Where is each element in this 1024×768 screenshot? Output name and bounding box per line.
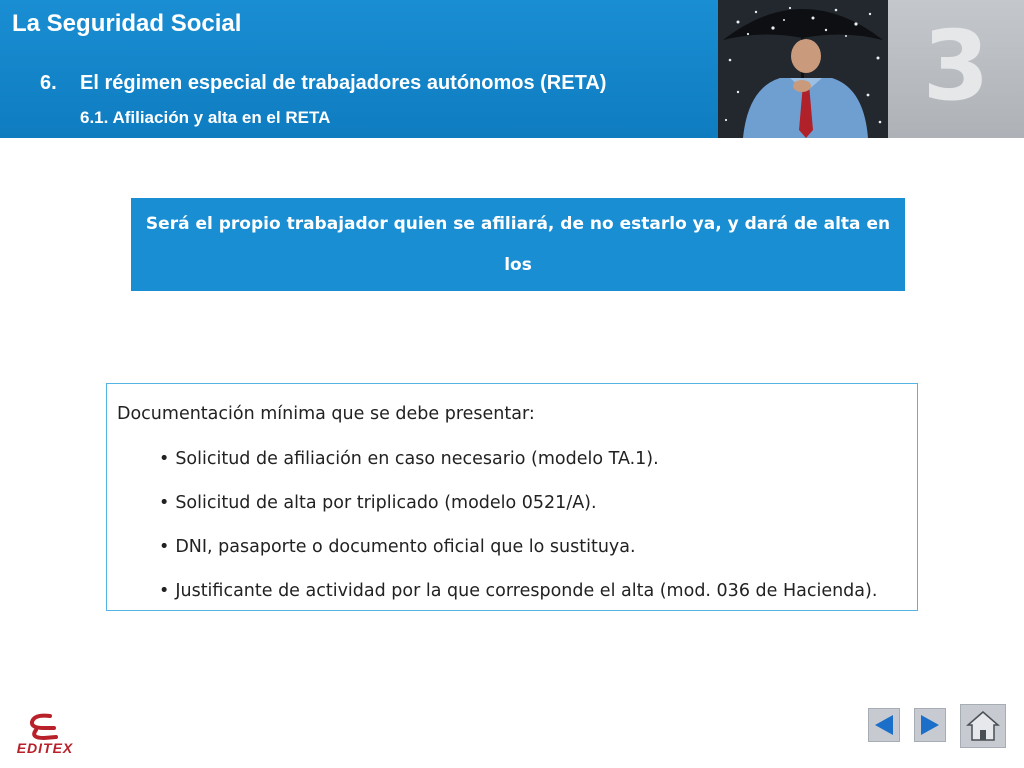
next-slide-button[interactable] bbox=[914, 708, 946, 742]
section-number: 6. bbox=[40, 72, 57, 94]
logo-text: EDITEX bbox=[16, 740, 74, 756]
section-title: El régimen especial de trabajadores autónomos (RETA) bbox=[80, 72, 607, 94]
editex-logo bbox=[10, 710, 80, 758]
list-item bbox=[159, 580, 877, 624]
chapter-panel bbox=[888, 0, 1024, 138]
bullet: • bbox=[159, 449, 170, 469]
umbrella-man-illustration bbox=[718, 0, 888, 138]
page-title: La Seguridad Social bbox=[12, 10, 242, 37]
editex-logo-icon bbox=[10, 710, 80, 742]
chapter-number: 3 bbox=[922, 10, 990, 122]
section-heading bbox=[40, 72, 606, 95]
list-item-text: Justificante de actividad por la que corresponde el alta (mod. 036 de Hacienda). bbox=[175, 581, 878, 601]
bullet: • bbox=[159, 493, 170, 513]
triangle-right-icon bbox=[919, 713, 941, 737]
documentation-box bbox=[106, 383, 918, 611]
bullet: • bbox=[159, 581, 170, 601]
house-icon bbox=[966, 710, 1000, 742]
documentation-heading: Documentación mínima que se debe presentar: bbox=[117, 404, 535, 424]
callout-box bbox=[131, 198, 905, 316]
list-item-text: DNI, pasaporte o documento oficial que lo sustituya. bbox=[175, 537, 636, 557]
documentation-list bbox=[159, 448, 877, 624]
bullet: • bbox=[159, 537, 170, 557]
list-item bbox=[159, 536, 877, 580]
header-bar bbox=[0, 0, 1024, 138]
previous-slide-button[interactable] bbox=[868, 708, 900, 742]
subsection-heading: 6.1. Afiliación y alta en el RETA bbox=[80, 108, 331, 127]
list-item bbox=[159, 492, 877, 536]
triangle-left-icon bbox=[873, 713, 895, 737]
home-button[interactable] bbox=[960, 704, 1006, 748]
list-item-text: Solicitud de alta por triplicado (modelo 0521/A). bbox=[175, 493, 597, 513]
callout-line-2: 30 días naturales siguientes al inicio de la actividad, ante la TGSS. bbox=[198, 296, 838, 316]
umbrella-man-photo bbox=[718, 0, 888, 138]
callout-line-1: Será el propio trabajador quien se afiliará, de no estarlo ya, y dará de alta en los bbox=[145, 214, 891, 275]
list-item bbox=[159, 448, 877, 492]
list-item-text: Solicitud de afiliación en caso necesario (modelo TA.1). bbox=[175, 449, 659, 469]
